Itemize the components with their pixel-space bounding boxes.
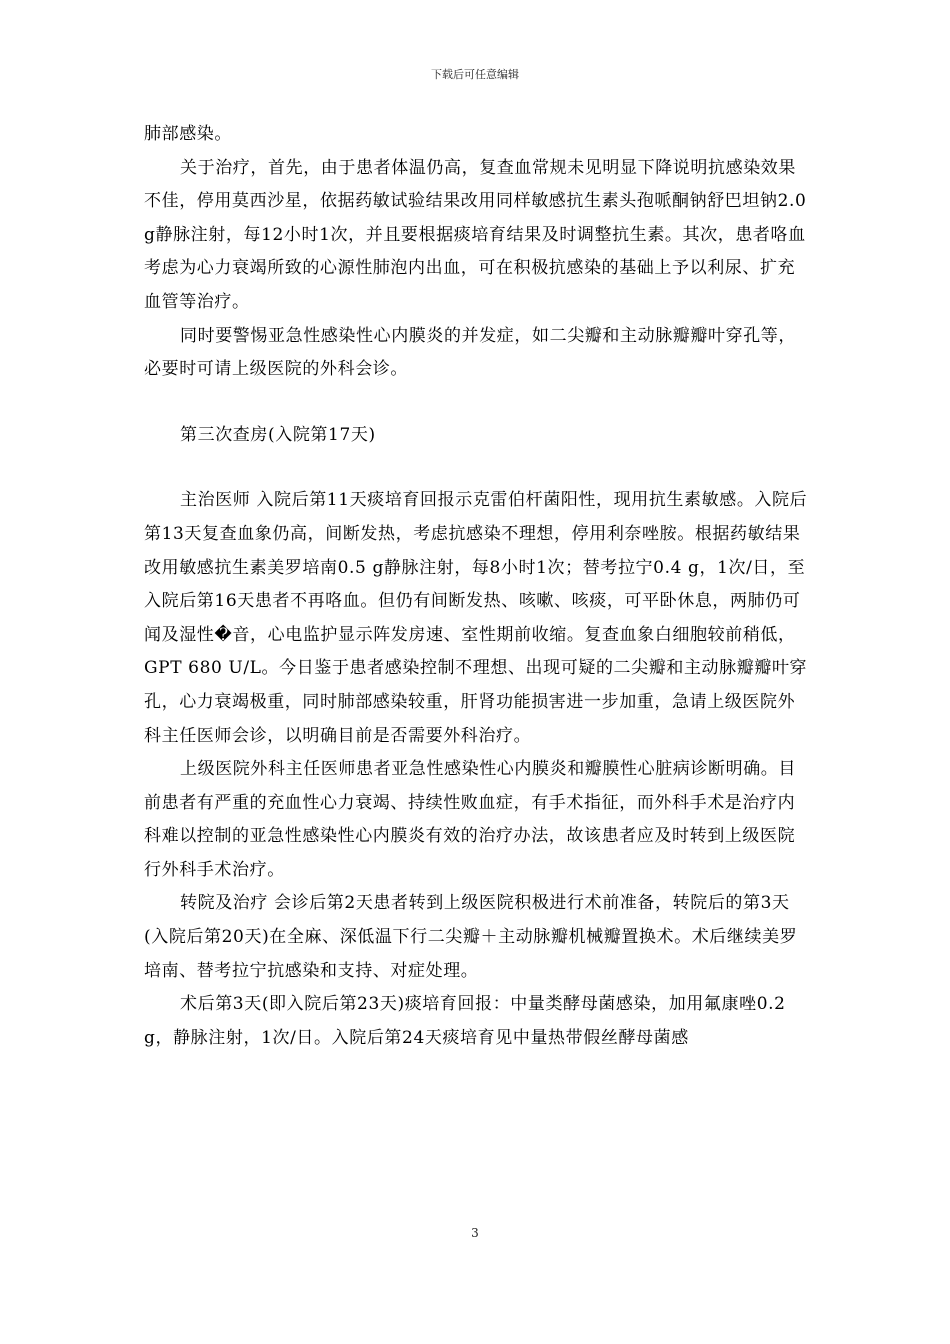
paragraph-continuation: 肺部感染。 xyxy=(144,124,232,144)
paragraph-attending: 主治医师 入院后第11天痰培育回报示克雷伯杆菌阳性，现用抗生素敏感。入院后第13天复查血象仍高，间断发热，考虑抗感染不理想，停用利奈唑胺。根据药敏结果改用敏感抗生素美罗培南0.5 g静脉注射，每8小时1次；替考拉宁0.4 g，1次/日，至入院后第16天患者不再咯血。但仍有间断发热、咳嗽、咳痰，可平卧休息，两肺仍可闻及湿性�音，心电监护显示阵发房速、室性期前收缩。复查血象白细胞较前稍低，GPT 680 U/L。今日鉴于患者感染控制不理想、出现可疑的二尖瓣和主动脉瓣瓣叶穿孔，心力衰竭极重，同时肺部感染较重，肝肾功能损害进一步加重，急请上级医院外科主任医师会诊，以明确目前是否需要外科治疗。 xyxy=(144,490,808,746)
paragraph-complications: 同时要警惕亚急性感染性心内膜炎的并发症，如二尖瓣和主动脉瓣瓣叶穿孔等，必要时可请上级医院的外科会诊。 xyxy=(144,325,796,380)
paragraph-consultation: 上级医院外科主任医师患者亚急性感染性心内膜炎和瓣膜性心脏病诊断明确。目前患者有严重的充血性心力衰竭、持续性败血症，有手术指征，而外科手术是治疗内科难以控制的亚急性感染性心内膜炎有效的治疗办法，故该患者应及时转到上级医院行外科手术治疗。 xyxy=(144,759,796,880)
page-header: 下载后可任意编辑 xyxy=(431,68,519,81)
document-body xyxy=(144,118,808,1055)
paragraph-postop: 术后第3天(即入院后第23天)痰培育回报：中量类酵母菌感染，加用氟康唑0.2 g，静脉注射，1次/日。入院后第24天痰培育见中量热带假丝酵母菌感 xyxy=(144,994,786,1048)
paragraph-treatment: 关于治疗，首先，由于患者体温仍高，复查血常规未见明显下降说明抗感染效果不佳，停用莫西沙星，依据药敏试验结果改用同样敏感抗生素头孢哌酮钠舒巴坦钠2.0 g静脉注射，每12小时1次，并且要根据痰培育结果及时调整抗生素。其次，患者咯血考虑为心力衰竭所致的心源性肺泡内出血，可在积极抗感染的基础上予以利尿、扩充血管等治疗。 xyxy=(144,157,807,312)
page-number: 3 xyxy=(471,1226,479,1240)
paragraph-transfer: 转院及治疗 会诊后第2天患者转到上级医院积极进行术前准备，转院后的第3天(入院后第20天)在全麻、深低温下行二尖瓣＋主动脉瓣机械瓣置换术。术后继续美罗培南、替考拉宁抗感染和支持、对症处理。 xyxy=(144,893,798,981)
section-heading: 第三次查房(入院第17天) xyxy=(180,424,376,445)
